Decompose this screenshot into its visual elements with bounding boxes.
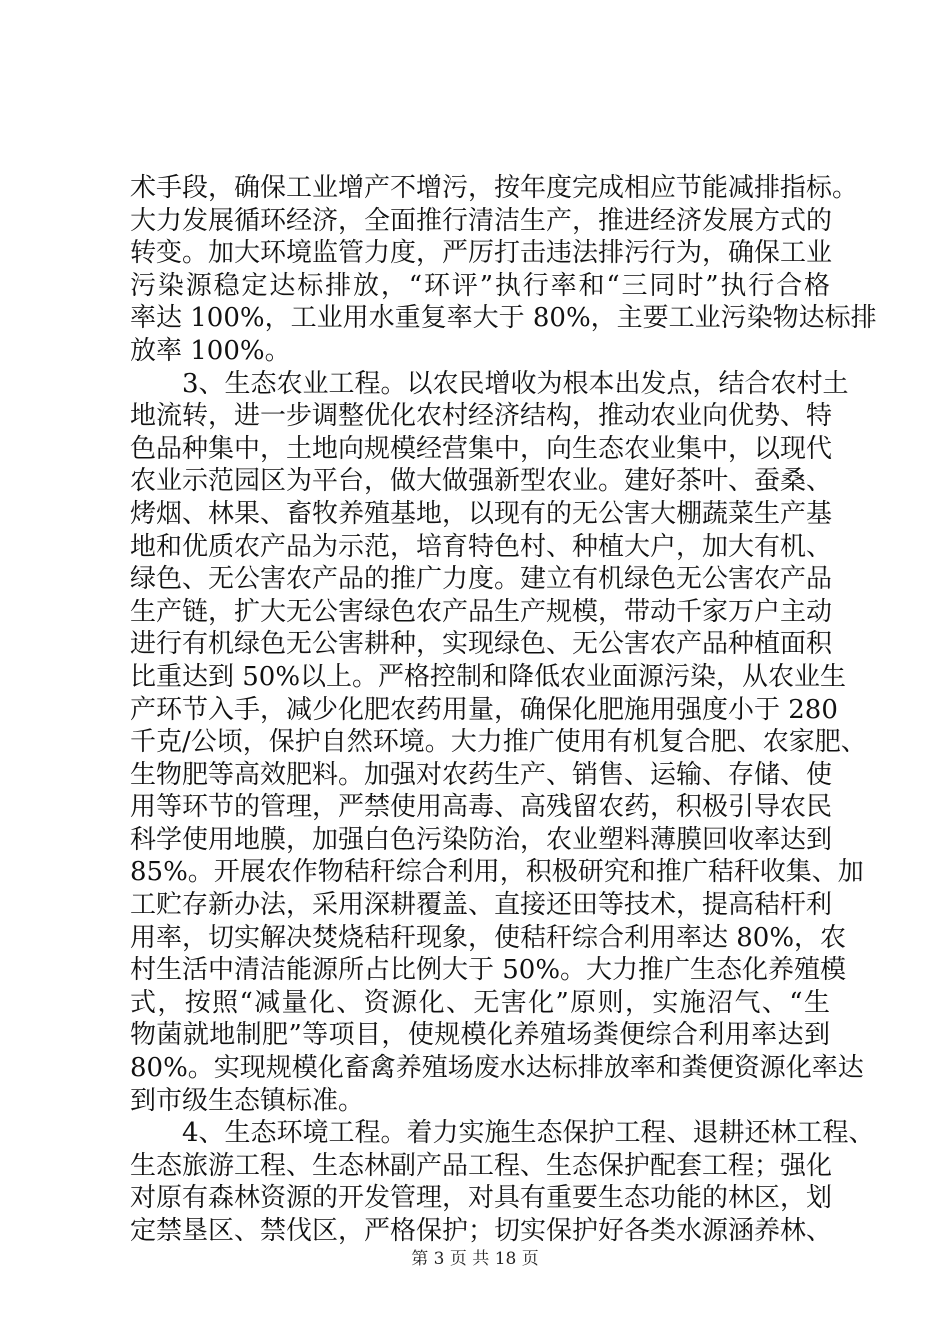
text-line: 色品种集中，土地向规模经营集中，向生态农业集中，以现代 xyxy=(130,433,833,464)
text-line: 到市级生态镇标准。 xyxy=(130,1085,365,1116)
text-line: 烤烟、林果、畜牧养殖基地，以现有的无公害大棚蔬菜生产基 xyxy=(130,498,833,529)
text-line: 大力发展循环经济，全面推行清洁生产，推进经济发展方式的 xyxy=(130,205,833,236)
text-line: 地流转，进一步调整优化农村经济结构，推动农业向优势、特 xyxy=(130,401,833,432)
text-line: 85%。开展农作物秸秆综合利用，积极研究和推广秸秆收集、加 xyxy=(130,857,864,888)
text-line: 率达 100%，工业用水重复率大于 80%，主要工业污染物达标排 xyxy=(130,303,877,334)
paragraph-p-cont xyxy=(130,172,877,368)
paragraph-p-4 xyxy=(130,1117,875,1247)
text-line: 定禁垦区、禁伐区，严格保护；切实保护好各类水源涵养林、 xyxy=(130,1216,833,1246)
text-line: 科学使用地膜，加强白色污染防治，农业塑料薄膜回收率达到 xyxy=(130,824,833,855)
text-line: 污染源稳定达标排放，“环评”执行率和“三同时”执行合格 xyxy=(130,270,830,301)
text-line: 地和优质农产品为示范，培育特色村、种植大户，加大有机、 xyxy=(130,531,833,562)
text-line: 比重达到 50%以上。严格控制和降低农业面源污染，从农业生 xyxy=(130,661,847,692)
paragraph-p-3 xyxy=(130,368,867,1118)
page-footer: 第 3 页 共 18 页 xyxy=(411,1249,539,1269)
text-line: 生态旅游工程、生态林副产品工程、生态保护配套工程；强化 xyxy=(130,1150,833,1181)
text-line: 放率 100%。 xyxy=(130,335,291,366)
text-line: 用率，切实解决焚烧秸秆现象，使秸秆综合利用率达 80%，农 xyxy=(130,922,847,953)
text-line: 对原有森林资源的开发管理，对具有重要生态功能的林区，划 xyxy=(130,1183,833,1214)
text-line: 千克/公顷，保护自然环境。大力推广使用有机复合肥、农家肥、 xyxy=(130,727,867,758)
text-line: 产环节入手，减少化肥农药用量，确保化肥施用强度小于 280 xyxy=(130,694,838,725)
text-line: 转变。加大环境监管力度，严厉打击违法排污行为，确保工业 xyxy=(130,238,833,269)
text-line: 术手段，确保工业增产不增污，按年度完成相应节能减排指标。 xyxy=(130,173,859,203)
text-line: 绿色、无公害农产品的推广力度。建立有机绿色无公害农产品 xyxy=(130,564,833,595)
text-line: 4、生态环境工程。着力实施生态保护工程、退耕还林工程、 xyxy=(182,1118,875,1149)
body-text xyxy=(130,172,877,1248)
text-line: 用等环节的管理，严禁使用高毒、高残留农药，积极引导农民 xyxy=(130,792,833,823)
text-line: 进行有机绿色无公害耕种，实现绿色、无公害农产品种植面积 xyxy=(130,629,833,660)
text-line: 3、生态农业工程。以农民增收为根本出发点，结合农村土 xyxy=(182,368,849,399)
text-line: 生物肥等高效肥料。加强对农药生产、销售、运输、存储、使 xyxy=(130,759,833,790)
text-line: 农业示范园区为平台，做大做强新型农业。建好茶叶、蚕桑、 xyxy=(130,466,833,497)
text-line: 式，按照“减量化、资源化、无害化”原则，实施沼气、“生 xyxy=(130,987,830,1018)
text-line: 物菌就地制肥”等项目，使规模化养殖场粪便综合利用率达到 xyxy=(130,1020,830,1051)
text-line: 生产链，扩大无公害绿色农产品生产规模，带动千家万户主动 xyxy=(130,596,833,627)
text-line: 村生活中清洁能源所占比例大于 50%。大力推广生态化养殖模 xyxy=(130,955,847,986)
text-line: 80%。实现规模化畜禽养殖场废水达标排放率和粪便资源化率达 xyxy=(130,1053,864,1084)
text-line: 工贮存新办法，采用深耕覆盖、直接还田等技术，提高秸杆利 xyxy=(130,890,833,921)
